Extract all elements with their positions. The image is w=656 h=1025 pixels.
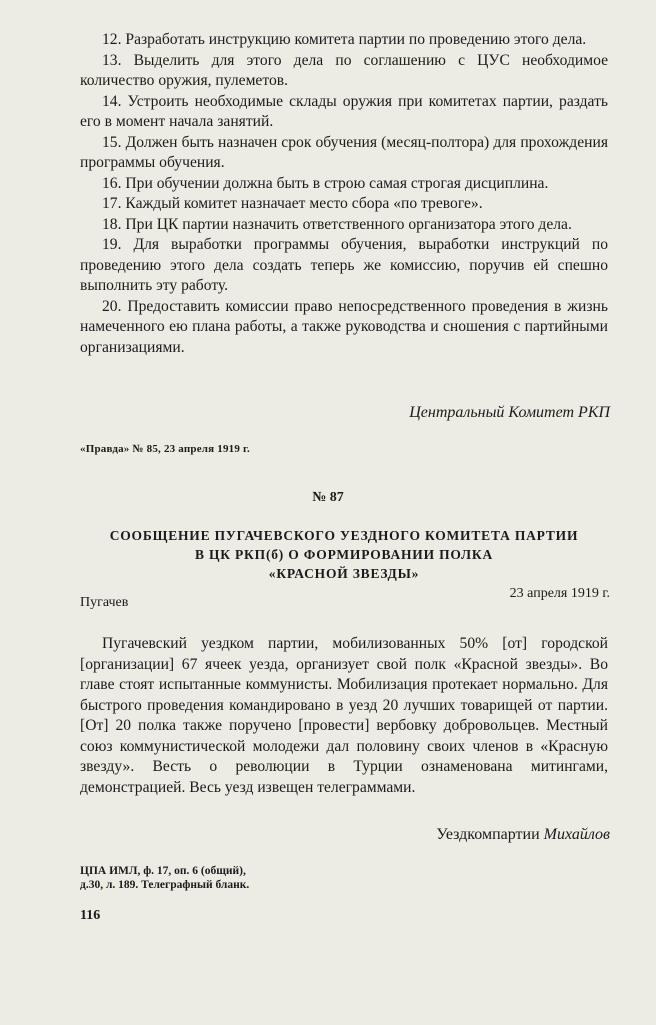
title-line: СООБЩЕНИЕ ПУГАЧЕВСКОГО УЕЗДНОГО КОМИТЕТА ПАРТИИ [109,528,579,543]
title-line: «КРАСНОЙ ЗВЕЗДЫ» [268,566,420,581]
source-citation: «Правда» № 85, 23 апреля 1919 г. [80,443,250,455]
list-item: 19. Для выработки программы обучения, выработки инструкций по проведению этого дела создать теперь же комиссию, поручив ей спешно выполнить эту работу. [80,236,608,294]
list-item: 20. Предоставить комиссии право непосредственного проведения в жизнь намеченного ею плана работы, а также руководства и сношения с партийными организациями. [80,297,608,356]
signature-name: Михайлов [543,826,610,843]
list-item: 17. Каждый комитет назначает место сбора «по тревоге». [102,195,483,212]
place: Пугачев [80,595,129,610]
document-number: № 87 [312,490,344,505]
list-item: 18. При ЦК партии назначить ответственного организатора этого дела. [102,215,572,233]
list-item: 16. При обучении должна быть в строю самая строгая дисциплина. [102,174,549,192]
body-paragraph: Пугачевский уездком партии, мобилизованных 50% [от] городской [организации] 67 ячеек уезда, организует свой полк «Красной звезды». Во главе стоят испытанные коммунисты. Мобилизация протекает нормально. Для быстрого проведения командировано в уезд 20 лучших товарищей от партии. [От] 20 полка также поручено [провести] вербовку добровольцев. Местный союз коммунистической молодежи дал половину своих членов в «Красную звезду». Весть о революции в Турции ознаменована митингами, демонстрацией. Весь уезд извещен телеграммами. [80,635,608,796]
resolution-items [80,30,608,358]
signature-org: Уездкомпартии [436,826,540,843]
archive-line: д.30, л. 189. Телеграфный бланк. [80,879,250,891]
list-item: 13. Выделить для этого дела по соглашению с ЦУС необходимое количество оружия, пулеметов. [80,51,608,89]
signature-uezdkom [436,826,610,844]
date: 23 апреля 1919 г. [509,586,610,601]
message-body [80,634,608,798]
archive-reference [80,864,249,892]
signature-central-committee: Центральный Комитет РКП [409,404,610,421]
list-item: 14. Устроить необходимые склады оружия при комитетах партии, раздать его в момент начала занятий. [80,92,608,130]
list-item: 12. Разработать инструкцию комитета партии по проведению этого дела. [102,31,587,48]
title-line: В ЦК РКП(б) О ФОРМИРОВАНИИ ПОЛКА [194,547,494,562]
list-item: 15. Должен быть назначен срок обучения (месяц-полтора) для прохождения программы обучения. [80,133,608,171]
document-title [80,526,608,583]
page-number: 116 [80,908,101,923]
archive-line: ЦПА ИМЛ, ф. 17, оп. 6 (общий), [80,865,246,877]
